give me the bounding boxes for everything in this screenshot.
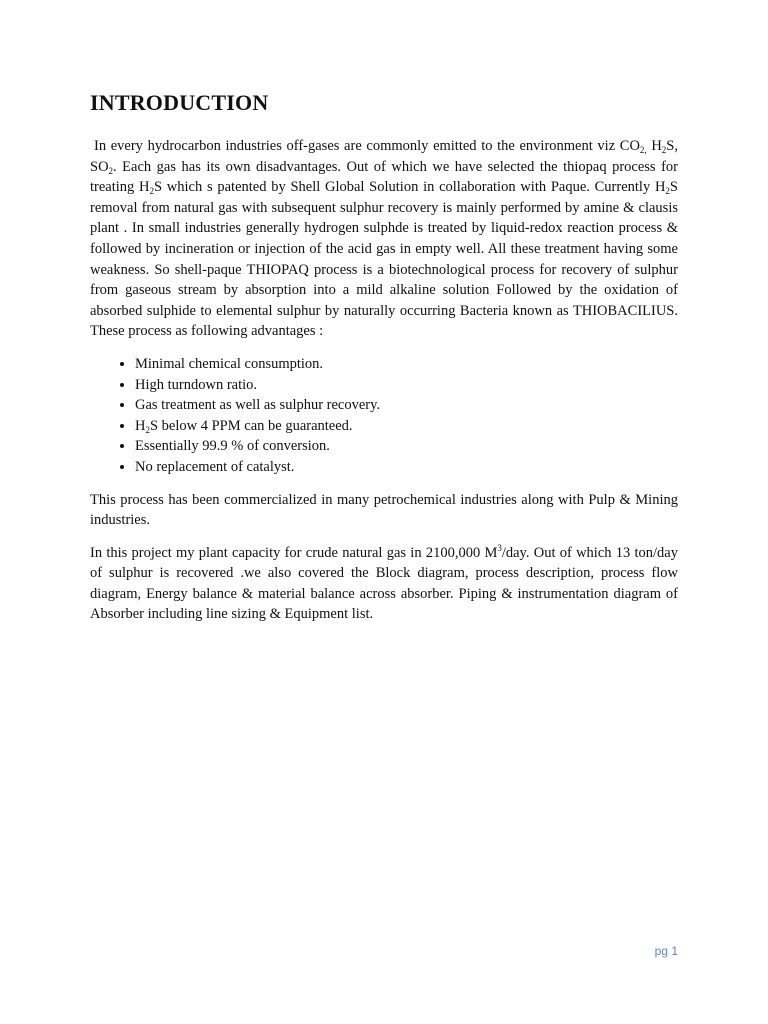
- list-item: • Minimal chemical consumption.: [135, 354, 678, 375]
- subscript: 2: [665, 186, 670, 197]
- list-item: • Essentially 99.9 % of conversion.: [135, 436, 678, 457]
- intro-paragraph: [90, 136, 678, 342]
- advantages-list: [90, 354, 678, 478]
- page-number: pg 1: [654, 944, 678, 958]
- intro-text: S, SO: [90, 138, 678, 175]
- list-text: S below 4 PPM can be guaranteed.: [149, 417, 353, 434]
- intro-text: S which s patented by Shell Global Solution in collaboration with Paque. Currently H: [154, 179, 666, 196]
- commercial-paragraph: This process has been commercialized in many petrochemical industries along with Pulp & Mining industries.: [90, 491, 678, 529]
- project-paragraph: [90, 543, 678, 625]
- intro-text: In every hydrocarbon industries off-gases are commonly emitted to the environment viz CO: [94, 138, 640, 154]
- superscript: 3: [497, 542, 502, 553]
- subscript: 2: [149, 186, 154, 197]
- intro-text: . Each gas has its own disadvantages. Out of which we have selected the thiopaq process for treating H: [90, 158, 678, 196]
- list-item: • No replacement of catalyst.: [135, 457, 678, 478]
- subscript: 2: [661, 145, 667, 155]
- document-page: [90, 90, 678, 637]
- subscript: 2: [108, 165, 114, 176]
- list-item: • Gas treatment as well as sulphur recovery.: [135, 395, 678, 416]
- project-text: /day. Out of which 13 ton/day of sulphur is recovered .we also covered the Block diagram, process description, process flow diagram, Energy balance & material balance across absorber. Piping & instrumentation diagram of Absorber including line sizing & Equipment list.: [90, 544, 678, 623]
- list-item: • High turndown ratio.: [135, 375, 678, 396]
- project-text: In this project my plant capacity for crude natural gas in 2100,000 M: [90, 544, 498, 561]
- subscript: 2,: [639, 145, 647, 155]
- list-item: [135, 416, 678, 437]
- subscript: 2: [145, 424, 150, 435]
- page-title: INTRODUCTION: [90, 90, 269, 115]
- intro-text: H: [646, 138, 662, 154]
- list-text: H: [135, 417, 146, 434]
- intro-text: S removal from natural gas with subsequent sulphur recovery is mainly performed by amine & clausis plant . In small industries generally hydrogen sulphde is treated by liquid-redox reaction process & followed by incineration or injection of the acid gas in empty well. All these treatment having some weakness. So shell-paque THIOPAQ process is a biotechnological process for recovery of sulphur from gaseous stream by absorption into a mild alkaline solution Followed by the oxidation of absorbed sulphide to elemental sulphur by naturally occurring Bacteria known as THIOBACILIUS. These process as following advantages :: [90, 179, 678, 340]
